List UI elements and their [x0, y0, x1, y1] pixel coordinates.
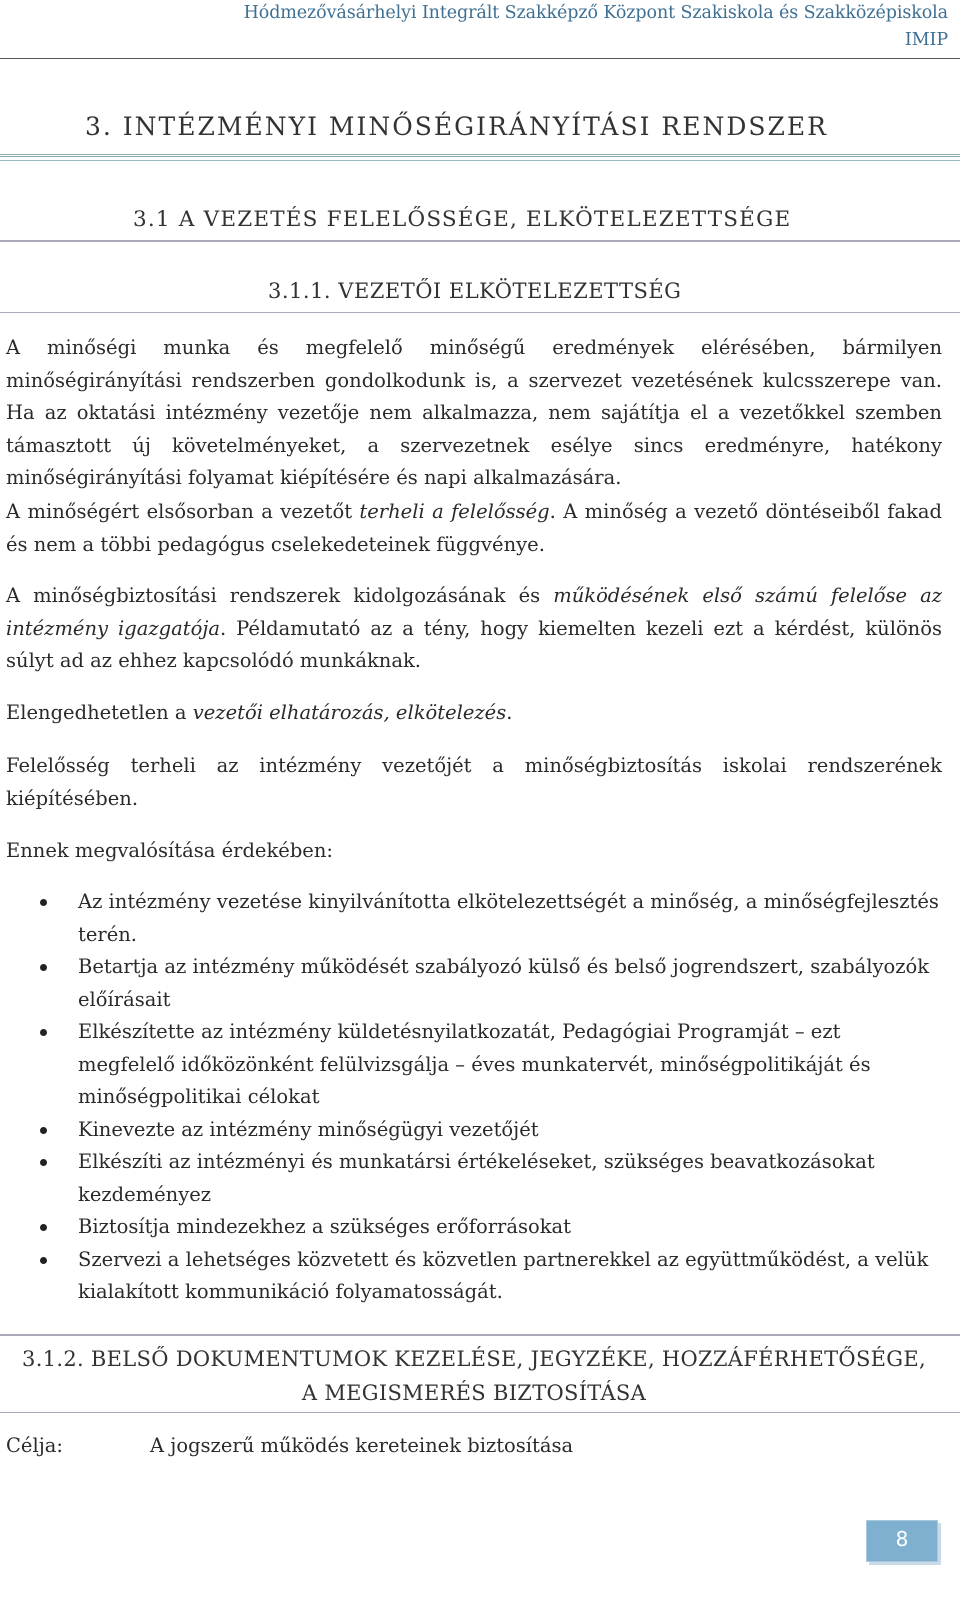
header-divider [0, 58, 960, 59]
list-item: Elkészítette az intézmény küldetésnyilatkozatát, Pedagógiai Programját – ezt megfelelő időközönként felülvizsgálja – éves munkatervét, minőségpolitikáját és minőségpolitikai célokat [32, 1016, 940, 1114]
bullet-icon [40, 964, 47, 971]
commitment-list [32, 886, 940, 1309]
bullet-icon [40, 1029, 47, 1036]
subsection-2-heading: 3.1.2. BELSŐ DOKUMENTUMOK KEZELÉSE, JEGYZÉKE, HOZZÁFÉRHETŐSÉGE, A MEGISMERÉS BIZTOSÍTÁSA [22, 1347, 926, 1405]
page-number-badge [866, 1520, 938, 1562]
section-heading-rule [0, 240, 960, 242]
paragraph-1: A minőségi munka és megfelelő minőségű eredmények elérésében, bármilyen minőségirányítási rendszerben gondolkodunk is, a szervezet vezetésének kulcsszerepe van. Ha az oktatási intézmény vezetője nem alkalmazza, nem sajátítja el a vezetőkkel szemben támasztott új követelményeket, a szervezetnek esélye sincs eredményre, hatékony minőségirányítási folyamat kiépítésére és napi alkalmazására. [6, 336, 942, 489]
goal-value: A jogszerű működés kereteinek biztosítása [150, 1434, 574, 1457]
subsection-heading: 3.1.1. VEZETŐI ELKÖTELEZETTSÉG [268, 279, 682, 303]
bullet-icon [40, 899, 47, 906]
paragraph-5: Felelősség terheli az intézmény vezetőjét a minőségbiztosítás iskolai rendszerének kiépítésében. [6, 754, 942, 810]
list-item: Az intézmény vezetése kinyilvánította elkötelezettségét a minőség, a minőségfejlesztés terén. [32, 886, 940, 951]
chapter-heading-rule [0, 154, 960, 161]
goal-label: Célja: [6, 1434, 63, 1457]
list-item: Kinevezte az intézmény minőségügyi vezetőjét [32, 1114, 940, 1147]
bullet-icon [40, 1257, 47, 1264]
subsection-heading-rule [0, 312, 960, 313]
header-doc-code: IMIP [904, 30, 948, 50]
paragraph-4: Elengedhetetlen a vezetői elhatározás, elkötelezés. [6, 701, 513, 724]
paragraph-3: A minőségbiztosítási rendszerek kidolgozásának és működésének első számú felelőse az intézmény igazgatója. Példamutató az a tény, hogy kiemelten kezeli ezt a kérdést, különös súlyt ad az ehhez kapcsolódó munkáknak. [6, 584, 942, 672]
chapter-heading: 3. INTÉZMÉNYI MINŐSÉGIRÁNYÍTÁSI RENDSZER [85, 112, 828, 141]
list-item: Szervezi a lehetséges közvetett és közvetlen partnerekkel az együttműködést, a velük kialakított kommunikáció folyamatosságát. [32, 1244, 940, 1309]
list-item: Elkészíti az intézményi és munkatársi értékeléseket, szükséges beavatkozásokat kezdeményez [32, 1146, 940, 1211]
header-school-name: Hódmezővásárhelyi Integrált Szakképző Központ Szakiskola és Szakközépiskola [243, 3, 948, 23]
bullet-icon [40, 1159, 47, 1166]
subsection-2-rule-bottom [0, 1412, 960, 1413]
paragraph-6: Ennek megvalósítása érdekében: [6, 839, 333, 862]
bullet-icon [40, 1127, 47, 1134]
page-header [244, 0, 948, 54]
list-item: Biztosítja mindezekhez a szükséges erőforrásokat [32, 1211, 940, 1244]
list-item: Betartja az intézmény működését szabályozó külső és belső jogrendszert, szabályozók előírásait [32, 951, 940, 1016]
paragraph-2: A minőségért elsősorban a vezetőt terheli a felelősség. A minőség a vezető döntéseiből fakad és nem a többi pedagógus cselekedeteinek függvénye. [6, 500, 943, 556]
subsection-2-rule-top [0, 1334, 960, 1336]
page-number: 8 [895, 1527, 909, 1551]
section-heading: 3.1 A VEZETÉS FELELŐSSÉGE, ELKÖTELEZETTSÉGE [133, 207, 792, 232]
bullet-icon [40, 1224, 47, 1231]
